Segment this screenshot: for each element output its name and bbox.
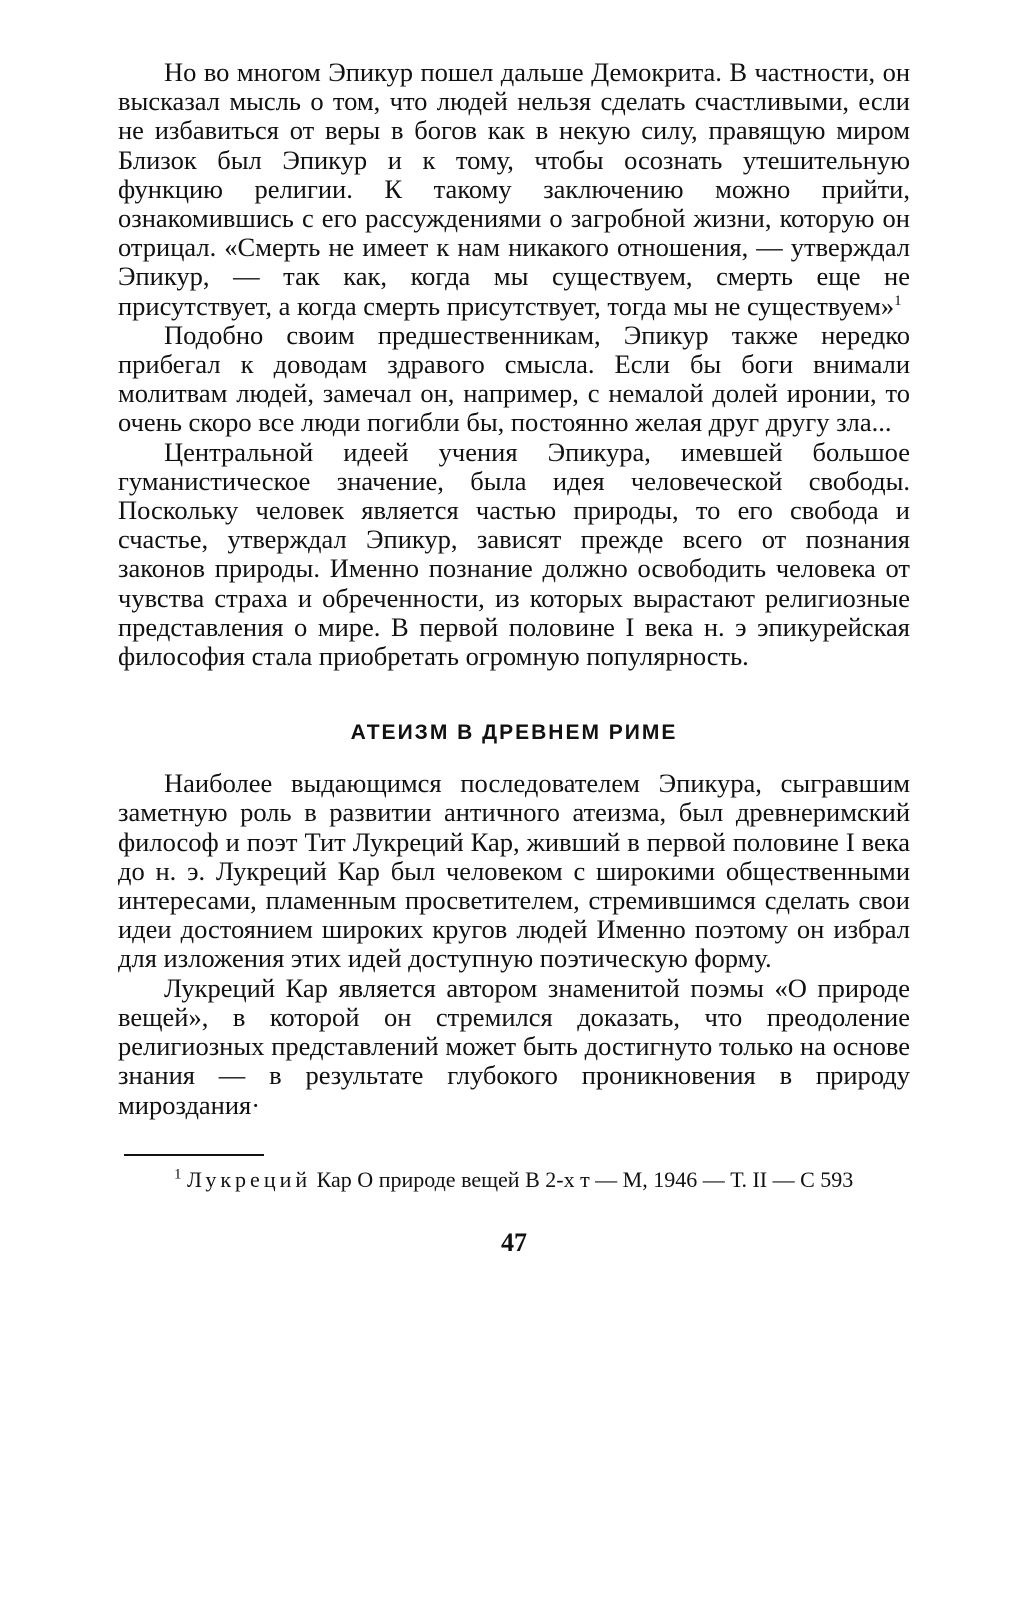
page-number: 47 [501, 1227, 527, 1257]
paragraph-epicurus-common-sense [118, 321, 910, 438]
paragraph-text: Центральной идеей учения Эпикура, имевшей большое гуманистическое значение, была идея человеческой свободы. Поскольку человек является частью природы, то его свобода и счастье, утверждал Эпикур, зависят прежде всего от познания законов природы. Именно познание должно освободить человека от чувства страха и обреченности, из которых вырастают религиозные представления о мире. В первой половине I века н. э эпикурейская философия стала приобретать огромную популярность. [118, 436, 910, 672]
paragraph-text: Лукреций Кар является автором знаменитой поэмы «О природе вещей», в которой он стремился доказать, что преодоление религиозных представлений может быть достигнуто только на основе знания — в результате глубокого проникновения в природу мироздания· [118, 972, 910, 1120]
footnote-citation: Кар О природе вещей В 2-х т — М, 1946 — Т. II — С 593 [316, 1166, 854, 1192]
footnote-author: Лукреций [187, 1166, 312, 1192]
paragraph-text: Подобно своим предшественникам, Эпикур также нередко прибегал к доводам здравого смысла. Если бы боги внимали молитвам людей, замечал он, например, с немалой долей иронии, то очень скоро все люди погибли бы, постоянно желая друг другу зла... [118, 319, 910, 438]
paragraph-text: Наиболее выдающимся последователем Эпикура, сыгравшим заметную роль в развитии античного атеизма, был древнеримский философ и поэт Тит Лукреций Кар, живший в первой половине I века до н. э. Лукреций Кар был человеком с широкими общественными интересами, пламенным просветителем, стремившимся сделать свои идеи достоянием широких кругов людей Именно поэтому он избрал для изложения этих идей доступную поэтическую форму. [118, 768, 910, 974]
footnote-divider [124, 1154, 264, 1156]
paragraph-epicurus-afterlife [118, 58, 910, 321]
footnote [118, 1168, 910, 1192]
section-heading: АТЕИЗМ В ДРЕВНЕМ РИМЕ [350, 721, 678, 745]
paragraph-epicurus-freedom [118, 438, 910, 672]
footnote-reference[interactable]: 1 [894, 292, 902, 309]
footnote-marker: 1 [174, 1166, 182, 1183]
paragraph-lucretius-poem [118, 974, 910, 1120]
book-page [118, 58, 910, 1258]
paragraph-text: Но во многом Эпикур пошел дальше Демокрита. В частности, он высказал мысль о том, что людей нельзя сделать счастливыми, если не избавиться от веры в богов как в некую силу, правящую миром Близок был Эпикур и к тому, чтобы осознать утешительную функцию религии. К такому заключению можно прийти, ознакомившись с его рассуждениями о загробной жизни, которую он отрицал. «Смерть не имеет к нам никакого отношения, — утверждал Эпикур, — так как, когда мы существуем, смерть еще не присутствует, а когда смерть присутствует, тогда мы не существуем» [118, 57, 910, 321]
paragraph-lucretius-intro [118, 769, 910, 973]
